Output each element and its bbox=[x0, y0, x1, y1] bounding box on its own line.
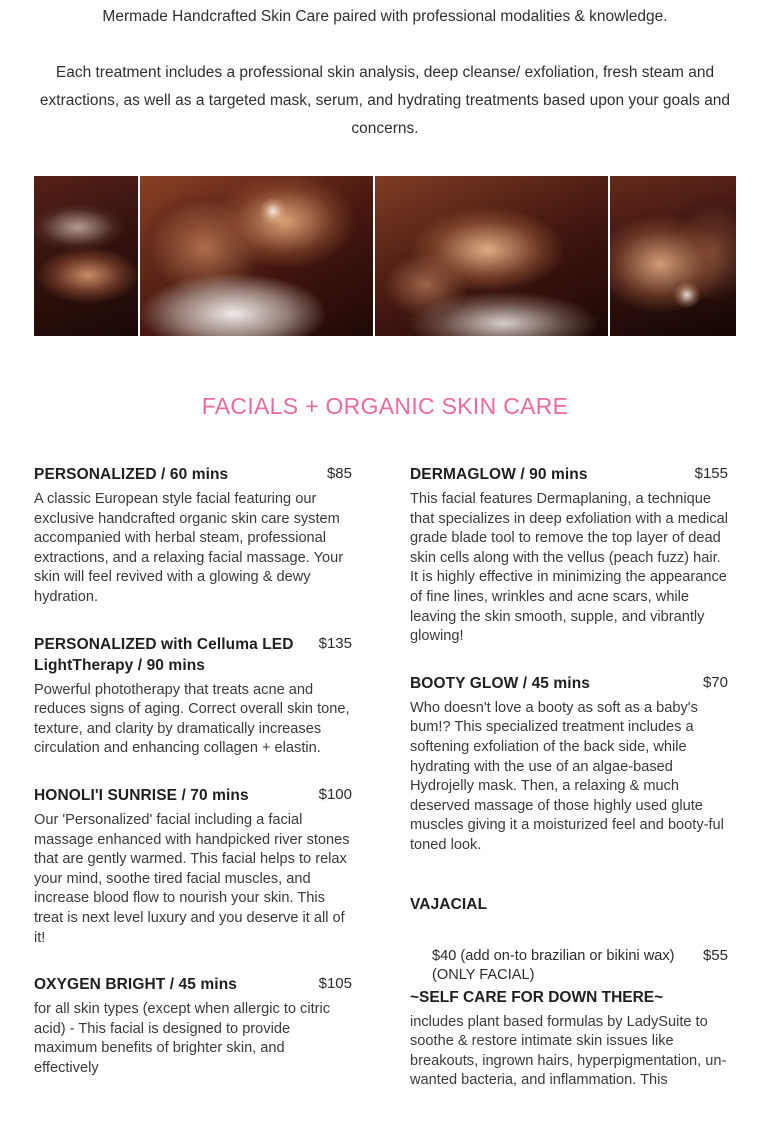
service-price: $105 bbox=[318, 975, 352, 993]
services-column-right bbox=[410, 464, 728, 1117]
service-price: $100 bbox=[318, 785, 352, 803]
service-item bbox=[410, 673, 728, 856]
vajacial-price-row bbox=[410, 947, 728, 985]
service-header bbox=[34, 464, 352, 485]
intro-lead: Mermade Handcrafted Skin Care paired with professional modalities & knowledge. bbox=[102, 8, 668, 25]
service-description: A classic European style facial featuring our exclusive handcrafted organic skin care system accompanied with herbal steam, professional extractions, and a relaxing facial massage. Your skin will feel revived with a glowing & dewy hydration. bbox=[34, 491, 344, 605]
service-description: This facial features Dermaplaning, a technique that specializes in deep exfoliation with a medical grade blade tool to remove the top layer of dead skin cells along with the vellus (peach fuzz) hair. It is highly effective in minimizing the appearance of fine lines, wrinkles and acne scars, while leaving the skin smooth, supple, and vibrantly glowing! bbox=[410, 491, 728, 645]
highlight-glint bbox=[260, 198, 286, 224]
vajacial-price: $55 bbox=[702, 946, 728, 964]
gallery-image-1 bbox=[34, 176, 138, 336]
service-item bbox=[34, 974, 352, 1078]
highlight-glint bbox=[674, 282, 700, 308]
service-name: OXYGEN BRIGHT / 45 mins bbox=[34, 976, 237, 994]
gallery-image-4 bbox=[610, 176, 736, 336]
service-item bbox=[410, 464, 728, 647]
gallery-image-2 bbox=[140, 176, 373, 336]
service-item-vajacial bbox=[410, 894, 728, 1091]
service-item bbox=[34, 785, 352, 948]
service-header bbox=[410, 464, 728, 485]
service-name: HONOLI'I SUNRISE / 70 mins bbox=[34, 786, 249, 804]
services-column-left bbox=[34, 464, 352, 1104]
service-name: BOOTY GLOW / 45 mins bbox=[410, 674, 590, 692]
vajacial-tagline: ~SELF CARE FOR DOWN THERE~ bbox=[410, 988, 664, 1006]
service-header bbox=[34, 974, 352, 995]
service-price: $155 bbox=[694, 465, 728, 482]
gallery-image-3 bbox=[375, 176, 608, 336]
service-header bbox=[34, 634, 352, 676]
service-item bbox=[34, 634, 352, 759]
vajacial-price-note: $40 (add on-to brazilian or bikini wax) (ONLY FACIAL) bbox=[432, 947, 675, 983]
service-description: Powerful phototherapy that treats acne and reduces signs of aging. Correct overall skin tone, texture, and clarity by dramatically increases circulation and enhancing collagen + elastin. bbox=[34, 681, 350, 757]
service-name: VAJACIAL bbox=[410, 895, 488, 913]
service-name: PERSONALIZED with Celluma LED LightTherapy / 90 mins bbox=[34, 635, 294, 674]
service-name: PERSONALIZED / 60 mins bbox=[34, 466, 229, 483]
intro-body: Each treatment includes a professional skin analysis, deep cleanse/ exfoliation, fresh steam and extractions, as well as a targeted mask, serum, and hydrating treatments based upon your goals and concerns. bbox=[39, 64, 731, 137]
service-description: includes plant based formulas by LadySuite to soothe & restore intimate skin issues like breakouts, ingrown hairs, hyperpigmentation, un-wanted bacteria, and inflammation. This bbox=[410, 1013, 727, 1089]
service-item bbox=[34, 464, 352, 608]
service-price: $85 bbox=[326, 465, 352, 482]
service-description: Who doesn't love a booty as soft as a baby's bum!? This specialized treatment includes a softening exfoliation of the back side, while hydrating with the use of an algae-based Hydrojelly mask. Then, a relaxing & much deserved massage of those highly used glute muscles giving it a moisturized feel and booty-ful toned look. bbox=[410, 699, 724, 853]
services-columns bbox=[34, 464, 736, 1117]
service-description: for all skin types (except when allergic to citric acid) - This facial is designed to provide maximum benefits of brighter skin, and effectively bbox=[34, 1001, 331, 1076]
section-title: FACIALS + ORGANIC SKIN CARE bbox=[201, 393, 569, 419]
intro-section bbox=[0, 0, 770, 143]
service-name: DERMAGLOW / 90 mins bbox=[410, 466, 588, 483]
photo-gallery bbox=[34, 176, 736, 336]
service-header bbox=[410, 673, 728, 694]
service-description: Our 'Personalized' facial including a facial massage enhanced with handpicked river stones that are gently warmed. This facial helps to relax your mind, soothe tired facial muscles, and increase blood flow to nourish your skin. This treat is next level luxury and you deserve it all of it! bbox=[34, 811, 350, 946]
service-header bbox=[34, 785, 352, 806]
service-price: $135 bbox=[318, 634, 352, 652]
service-price: $70 bbox=[702, 673, 728, 691]
